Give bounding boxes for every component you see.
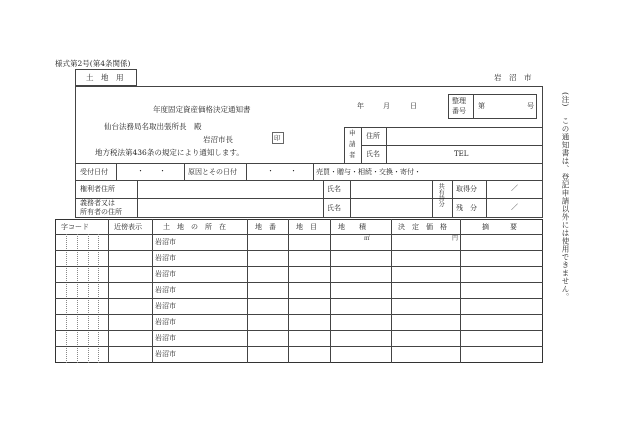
cause-date-field[interactable] — [248, 165, 311, 179]
row-location: 岩沼市 — [155, 334, 176, 342]
area-unit: ㎡ — [364, 235, 371, 242]
remaining-share-label: 残 分 — [456, 204, 477, 212]
ref-label-1: 整理 — [452, 97, 466, 105]
received-date-field[interactable] — [118, 165, 182, 179]
received-date-label: 受付日付 — [80, 168, 108, 176]
obligor-name-label: 氏名 — [327, 204, 341, 212]
row-location: 岩沼市 — [155, 270, 176, 278]
date-month: 月 — [383, 102, 390, 110]
value-unit: 円 — [452, 235, 459, 242]
remaining-slash: ／ — [511, 203, 518, 211]
seal-mark: 印 — [274, 134, 281, 142]
applicant-address-label: 住所 — [366, 132, 380, 140]
col-header-category: 地 目 — [296, 223, 317, 231]
applicant-name-label: 氏名 — [366, 150, 380, 158]
col-header-location: 土 地 の 所 在 — [163, 223, 226, 231]
received-dot-1: ・ — [137, 167, 144, 175]
sender: 岩沼市長 — [203, 135, 233, 144]
obligor-name-field[interactable] — [352, 200, 430, 216]
acquired-share-label: 取得分 — [456, 185, 477, 193]
applicant-tel-field[interactable] — [472, 147, 540, 161]
received-dot-2: ・ — [159, 167, 166, 175]
ref-number-field[interactable] — [486, 100, 522, 112]
obligor-address-label-1: 義務者又は — [80, 199, 115, 207]
holder-name-label: 氏名 — [327, 185, 341, 193]
category-label: 土 地 用 — [86, 73, 124, 82]
co-ownership-label: 共有持分 — [437, 183, 445, 207]
cause-dot-1: ・ — [267, 167, 274, 175]
applicant-char-2: 請 — [349, 140, 356, 148]
city-header: 岩 沼 市 — [494, 73, 532, 82]
ref-label-2: 番号 — [452, 107, 466, 115]
applicant-char-3: 者 — [349, 151, 356, 159]
legal-basis: 地方税法第436条の規定により通知します。 — [95, 148, 244, 157]
row-location: 岩沼市 — [155, 302, 176, 310]
form-number: 様式第2号(第4条関係) — [55, 59, 131, 68]
applicant-address-field[interactable] — [388, 129, 540, 143]
row-location: 岩沼市 — [155, 318, 176, 326]
obligor-address-label-2: 所有者の住所 — [80, 208, 122, 216]
side-note-label: (注) — [561, 92, 570, 107]
col-header-summary: 摘 要 — [482, 223, 517, 231]
col-header-value: 決 定 価 格 — [398, 223, 447, 231]
row-location: 岩沼市 — [155, 254, 176, 262]
acquired-slash: ／ — [511, 184, 518, 192]
holder-address-label: 権利者住所 — [80, 185, 115, 193]
row-location: 岩沼市 — [155, 238, 176, 246]
applicant-char-1: 申 — [349, 129, 356, 137]
side-note-text: この通知書は、登記申請以外には使用できません。 — [561, 117, 570, 301]
applicant-tel-label: TEL — [454, 150, 469, 158]
date-year: 年 — [357, 102, 364, 110]
cause-dot-2: ・ — [290, 167, 297, 175]
obligor-address-field[interactable] — [139, 200, 321, 216]
col-header-area: 地 積 — [338, 223, 366, 231]
addressee: 仙台法務局名取出張所長 殿 — [104, 122, 202, 131]
ref-prefix: 第 — [478, 102, 485, 110]
holder-name-field[interactable] — [352, 182, 430, 196]
land-table — [55, 219, 543, 363]
row-location: 岩沼市 — [155, 350, 176, 358]
notice-title: 年度固定資産価格決定通知書 — [153, 105, 251, 114]
cause-label: 原因とその日付 — [188, 168, 237, 176]
date-day: 日 — [410, 102, 417, 110]
cause-types: 売買・贈与・相続・交換・寄付・ — [316, 168, 421, 176]
ref-suffix: 号 — [527, 102, 534, 110]
col-header-code: 字コード — [61, 223, 89, 231]
col-header-nearby: 近傍表示 — [114, 223, 142, 231]
col-header-lot: 地 番 — [255, 223, 276, 231]
row-location: 岩沼市 — [155, 286, 176, 294]
holder-address-field[interactable] — [139, 182, 321, 196]
applicant-name-field[interactable] — [388, 147, 450, 161]
